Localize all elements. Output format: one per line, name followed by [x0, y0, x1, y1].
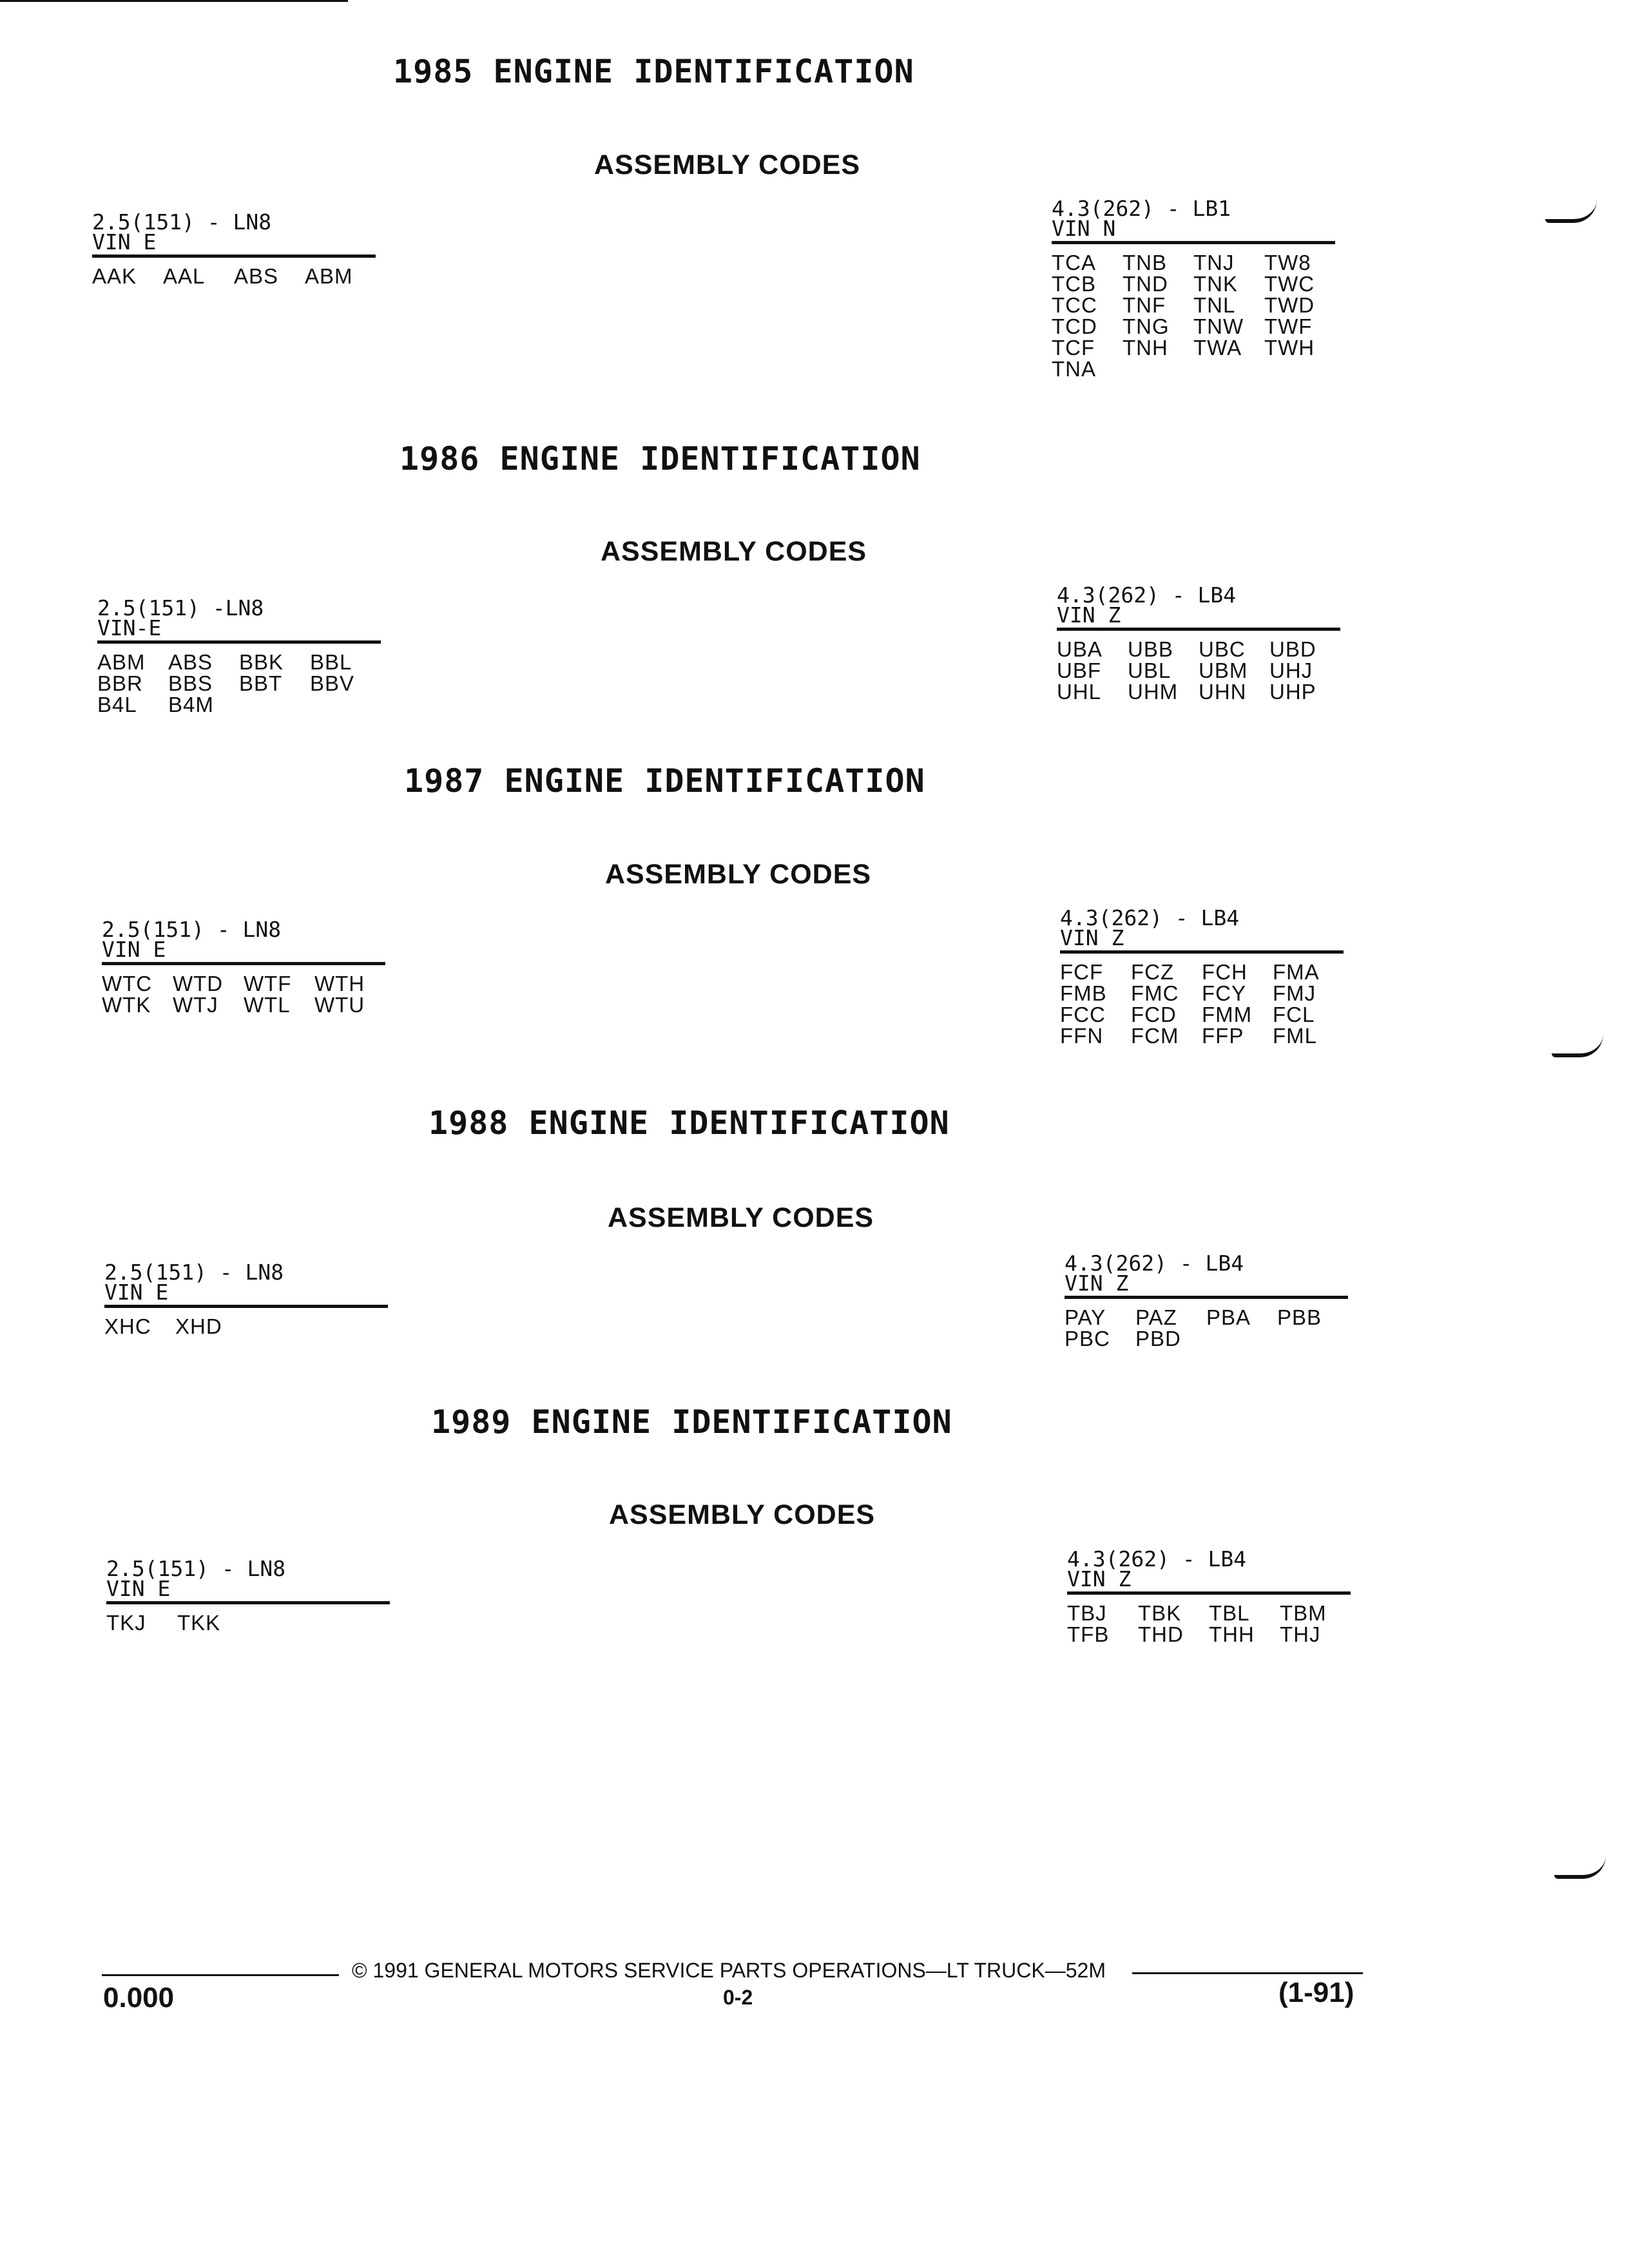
- assembly-code: FMM: [1202, 1003, 1253, 1026]
- section-title: 1987 ENGINE IDENTIFICATION: [404, 762, 925, 800]
- divider-rule: [102, 962, 385, 965]
- engine-spec: 4.3(262) - LB4: [1057, 582, 1237, 608]
- assembly-code: FMB: [1060, 981, 1107, 1005]
- right-engine-block: [1065, 1253, 1348, 1349]
- engine-spec: 2.5(151) - LN8: [106, 1556, 286, 1581]
- vin-label: VIN E: [92, 229, 157, 255]
- assembly-code: ABM: [97, 650, 146, 674]
- assembly-code: WTD: [173, 972, 224, 995]
- section-title: 1989 ENGINE IDENTIFICATION: [431, 1403, 952, 1441]
- section-subtitle: ASSEMBLY CODES: [608, 1202, 874, 1233]
- assembly-code: BBR: [97, 671, 143, 695]
- assembly-code: UBA: [1057, 637, 1103, 661]
- divider-rule: [1060, 950, 1344, 954]
- assembly-code: TWA: [1193, 336, 1242, 360]
- code-grid: [106, 1612, 390, 1633]
- assembly-code: FCC: [1060, 1003, 1106, 1026]
- assembly-code: XHD: [175, 1314, 222, 1338]
- assembly-code: BBK: [239, 650, 284, 674]
- assembly-code: TW8: [1264, 251, 1311, 274]
- date-code: (1-91): [1278, 1977, 1354, 2008]
- assembly-code: WTK: [102, 993, 151, 1017]
- assembly-code: TBJ: [1067, 1601, 1107, 1625]
- assembly-code: TWC: [1264, 272, 1315, 296]
- assembly-code: WTU: [314, 993, 365, 1017]
- divider-rule: [106, 1601, 390, 1604]
- assembly-code: TNH: [1123, 336, 1168, 360]
- right-engine-block: [1067, 1548, 1351, 1645]
- assembly-code: FFN: [1060, 1024, 1104, 1048]
- assembly-code: PAY: [1065, 1305, 1106, 1329]
- engine-spec: 4.3(262) - LB4: [1065, 1251, 1244, 1276]
- assembly-code: FCD: [1131, 1003, 1177, 1026]
- assembly-code: B4L: [97, 693, 137, 716]
- vin-label: VIN Z: [1065, 1271, 1129, 1296]
- vin-label: VIN Z: [1060, 925, 1124, 950]
- assembly-code: PBC: [1065, 1327, 1110, 1350]
- assembly-code: UBC: [1199, 637, 1246, 661]
- assembly-code: WTL: [244, 993, 291, 1017]
- assembly-code: FCF: [1060, 960, 1104, 984]
- assembly-code: FCM: [1131, 1024, 1179, 1048]
- assembly-code: TNJ: [1193, 251, 1235, 274]
- left-engine-block: [104, 1262, 388, 1337]
- assembly-code: TWF: [1264, 314, 1313, 338]
- assembly-code: TBK: [1138, 1601, 1182, 1625]
- divider-rule: [92, 255, 376, 258]
- assembly-code: TNB: [1123, 251, 1167, 274]
- assembly-code: FFP: [1202, 1024, 1244, 1048]
- assembly-code: TWD: [1264, 293, 1315, 317]
- section-subtitle: ASSEMBLY CODES: [594, 149, 861, 180]
- assembly-code: TCF: [1052, 336, 1095, 360]
- code-grid: [1067, 1602, 1351, 1645]
- assembly-code: B4M: [168, 693, 214, 716]
- assembly-code: TNA: [1052, 357, 1096, 381]
- assembly-code: PBD: [1135, 1327, 1181, 1350]
- code-grid: [1065, 1307, 1348, 1349]
- assembly-code: TNW: [1193, 314, 1244, 338]
- left-engine-block: [102, 919, 385, 1015]
- left-engine-block: [92, 211, 376, 287]
- assembly-code: TNF: [1123, 293, 1166, 317]
- vin-label: VIN N: [1052, 216, 1116, 241]
- engine-spec: 4.3(262) - LB4: [1060, 905, 1240, 930]
- assembly-code: UHJ: [1269, 658, 1313, 682]
- assembly-code: TNK: [1193, 272, 1238, 296]
- divider-rule: [104, 1305, 388, 1308]
- assembly-code: UBD: [1269, 637, 1316, 661]
- assembly-code: XHC: [104, 1314, 151, 1338]
- binder-hole-mark: [1545, 200, 1597, 223]
- assembly-code: UHP: [1269, 680, 1316, 704]
- assembly-code: UBM: [1199, 658, 1248, 682]
- assembly-code: THH: [1209, 1622, 1255, 1646]
- assembly-code: PBB: [1277, 1305, 1322, 1329]
- assembly-code: FMA: [1273, 960, 1320, 984]
- section-title: 1988 ENGINE IDENTIFICATION: [429, 1104, 950, 1142]
- section-subtitle: ASSEMBLY CODES: [605, 859, 872, 890]
- code-grid: [1060, 961, 1344, 1046]
- vin-label: VIN E: [106, 1576, 171, 1601]
- code-grid: [104, 1316, 388, 1337]
- assembly-code: TCC: [1052, 293, 1097, 317]
- assembly-code: ABS: [234, 264, 279, 288]
- engine-spec: 4.3(262) - LB4: [1067, 1546, 1247, 1571]
- footer-rule-right: [1132, 1972, 1363, 1974]
- assembly-code: TCD: [1052, 314, 1097, 338]
- assembly-code: PBA: [1206, 1305, 1251, 1329]
- divider-rule: [1057, 628, 1340, 631]
- assembly-code: FCL: [1273, 1003, 1315, 1026]
- divider-rule: [1052, 241, 1335, 244]
- vin-label: VIN E: [102, 937, 166, 962]
- binder-hole-mark: [1554, 1856, 1606, 1879]
- engine-spec: 4.3(262) - LB1: [1052, 196, 1231, 221]
- engine-spec: 2.5(151) - LN8: [92, 209, 272, 235]
- assembly-code: UBB: [1128, 637, 1173, 661]
- assembly-code: TCA: [1052, 251, 1096, 274]
- code-grid: [97, 651, 381, 715]
- assembly-code: UHL: [1057, 680, 1102, 704]
- section-title: 1985 ENGINE IDENTIFICATION: [393, 53, 914, 90]
- assembly-code: BBV: [310, 671, 355, 695]
- top-edge-rule: [0, 0, 348, 2]
- assembly-code: ABM: [305, 264, 353, 288]
- assembly-code: UBF: [1057, 658, 1101, 682]
- right-engine-block: [1057, 584, 1340, 702]
- vin-label: VIN E: [104, 1280, 169, 1305]
- page-number: 0-2: [723, 1986, 753, 2009]
- assembly-code: FCH: [1202, 960, 1248, 984]
- section-title: 1986 ENGINE IDENTIFICATION: [400, 440, 921, 477]
- assembly-code: BBS: [168, 671, 213, 695]
- left-engine-block: [106, 1558, 390, 1633]
- assembly-code: TBM: [1280, 1601, 1327, 1625]
- assembly-code: FMJ: [1273, 981, 1316, 1005]
- footer-rule-left: [102, 1974, 339, 1976]
- code-grid: [92, 265, 376, 287]
- assembly-code: ABS: [168, 650, 213, 674]
- vin-label: VIN Z: [1057, 602, 1121, 628]
- assembly-code: FCZ: [1131, 960, 1175, 984]
- engine-spec: 2.5(151) - LN8: [104, 1260, 284, 1285]
- assembly-code: TBL: [1209, 1601, 1250, 1625]
- section-subtitle: ASSEMBLY CODES: [609, 1499, 876, 1530]
- right-engine-block: [1060, 907, 1344, 1046]
- assembly-code: TNG: [1123, 314, 1170, 338]
- assembly-code: WTC: [102, 972, 153, 995]
- assembly-code: WTH: [314, 972, 365, 995]
- vin-label: VIN-E: [97, 615, 162, 640]
- assembly-code: BBT: [239, 671, 283, 695]
- assembly-code: UBL: [1128, 658, 1171, 682]
- divider-rule: [97, 640, 381, 644]
- divider-rule: [1065, 1296, 1348, 1299]
- code-grid: [102, 973, 385, 1015]
- section-number: 0.000: [103, 1982, 175, 2013]
- assembly-code: FML: [1273, 1024, 1317, 1048]
- binder-hole-mark: [1552, 1034, 1603, 1057]
- assembly-code: WTJ: [173, 993, 218, 1017]
- code-grid: [1057, 639, 1340, 702]
- assembly-code: THD: [1138, 1622, 1184, 1646]
- assembly-code: TWH: [1264, 336, 1315, 360]
- copyright-line: © 1991 GENERAL MOTORS SERVICE PARTS OPERATIONS—LT TRUCK—52M: [352, 1959, 1106, 1982]
- assembly-code: TKJ: [106, 1611, 146, 1635]
- assembly-code: TNL: [1193, 293, 1236, 317]
- assembly-code: UHN: [1199, 680, 1247, 704]
- assembly-code: TKK: [177, 1611, 221, 1635]
- assembly-code: TCB: [1052, 272, 1096, 296]
- assembly-code: AAL: [163, 264, 206, 288]
- code-grid: [1052, 252, 1335, 380]
- assembly-code: TFB: [1067, 1622, 1110, 1646]
- assembly-code: FMC: [1131, 981, 1179, 1005]
- assembly-code: BBL: [310, 650, 352, 674]
- assembly-code: FCY: [1202, 981, 1246, 1005]
- right-engine-block: [1052, 198, 1335, 380]
- left-engine-block: [97, 597, 381, 715]
- section-subtitle: ASSEMBLY CODES: [601, 536, 867, 567]
- assembly-code: PAZ: [1135, 1305, 1177, 1329]
- engine-spec: 2.5(151) - LN8: [102, 917, 282, 942]
- engine-spec: 2.5(151) -LN8: [97, 595, 264, 620]
- assembly-code: WTF: [244, 972, 292, 995]
- assembly-code: AAK: [92, 264, 137, 288]
- divider-rule: [1067, 1591, 1351, 1595]
- assembly-code: TND: [1123, 272, 1168, 296]
- assembly-code: THJ: [1280, 1622, 1321, 1646]
- vin-label: VIN Z: [1067, 1566, 1132, 1591]
- assembly-code: UHM: [1128, 680, 1179, 704]
